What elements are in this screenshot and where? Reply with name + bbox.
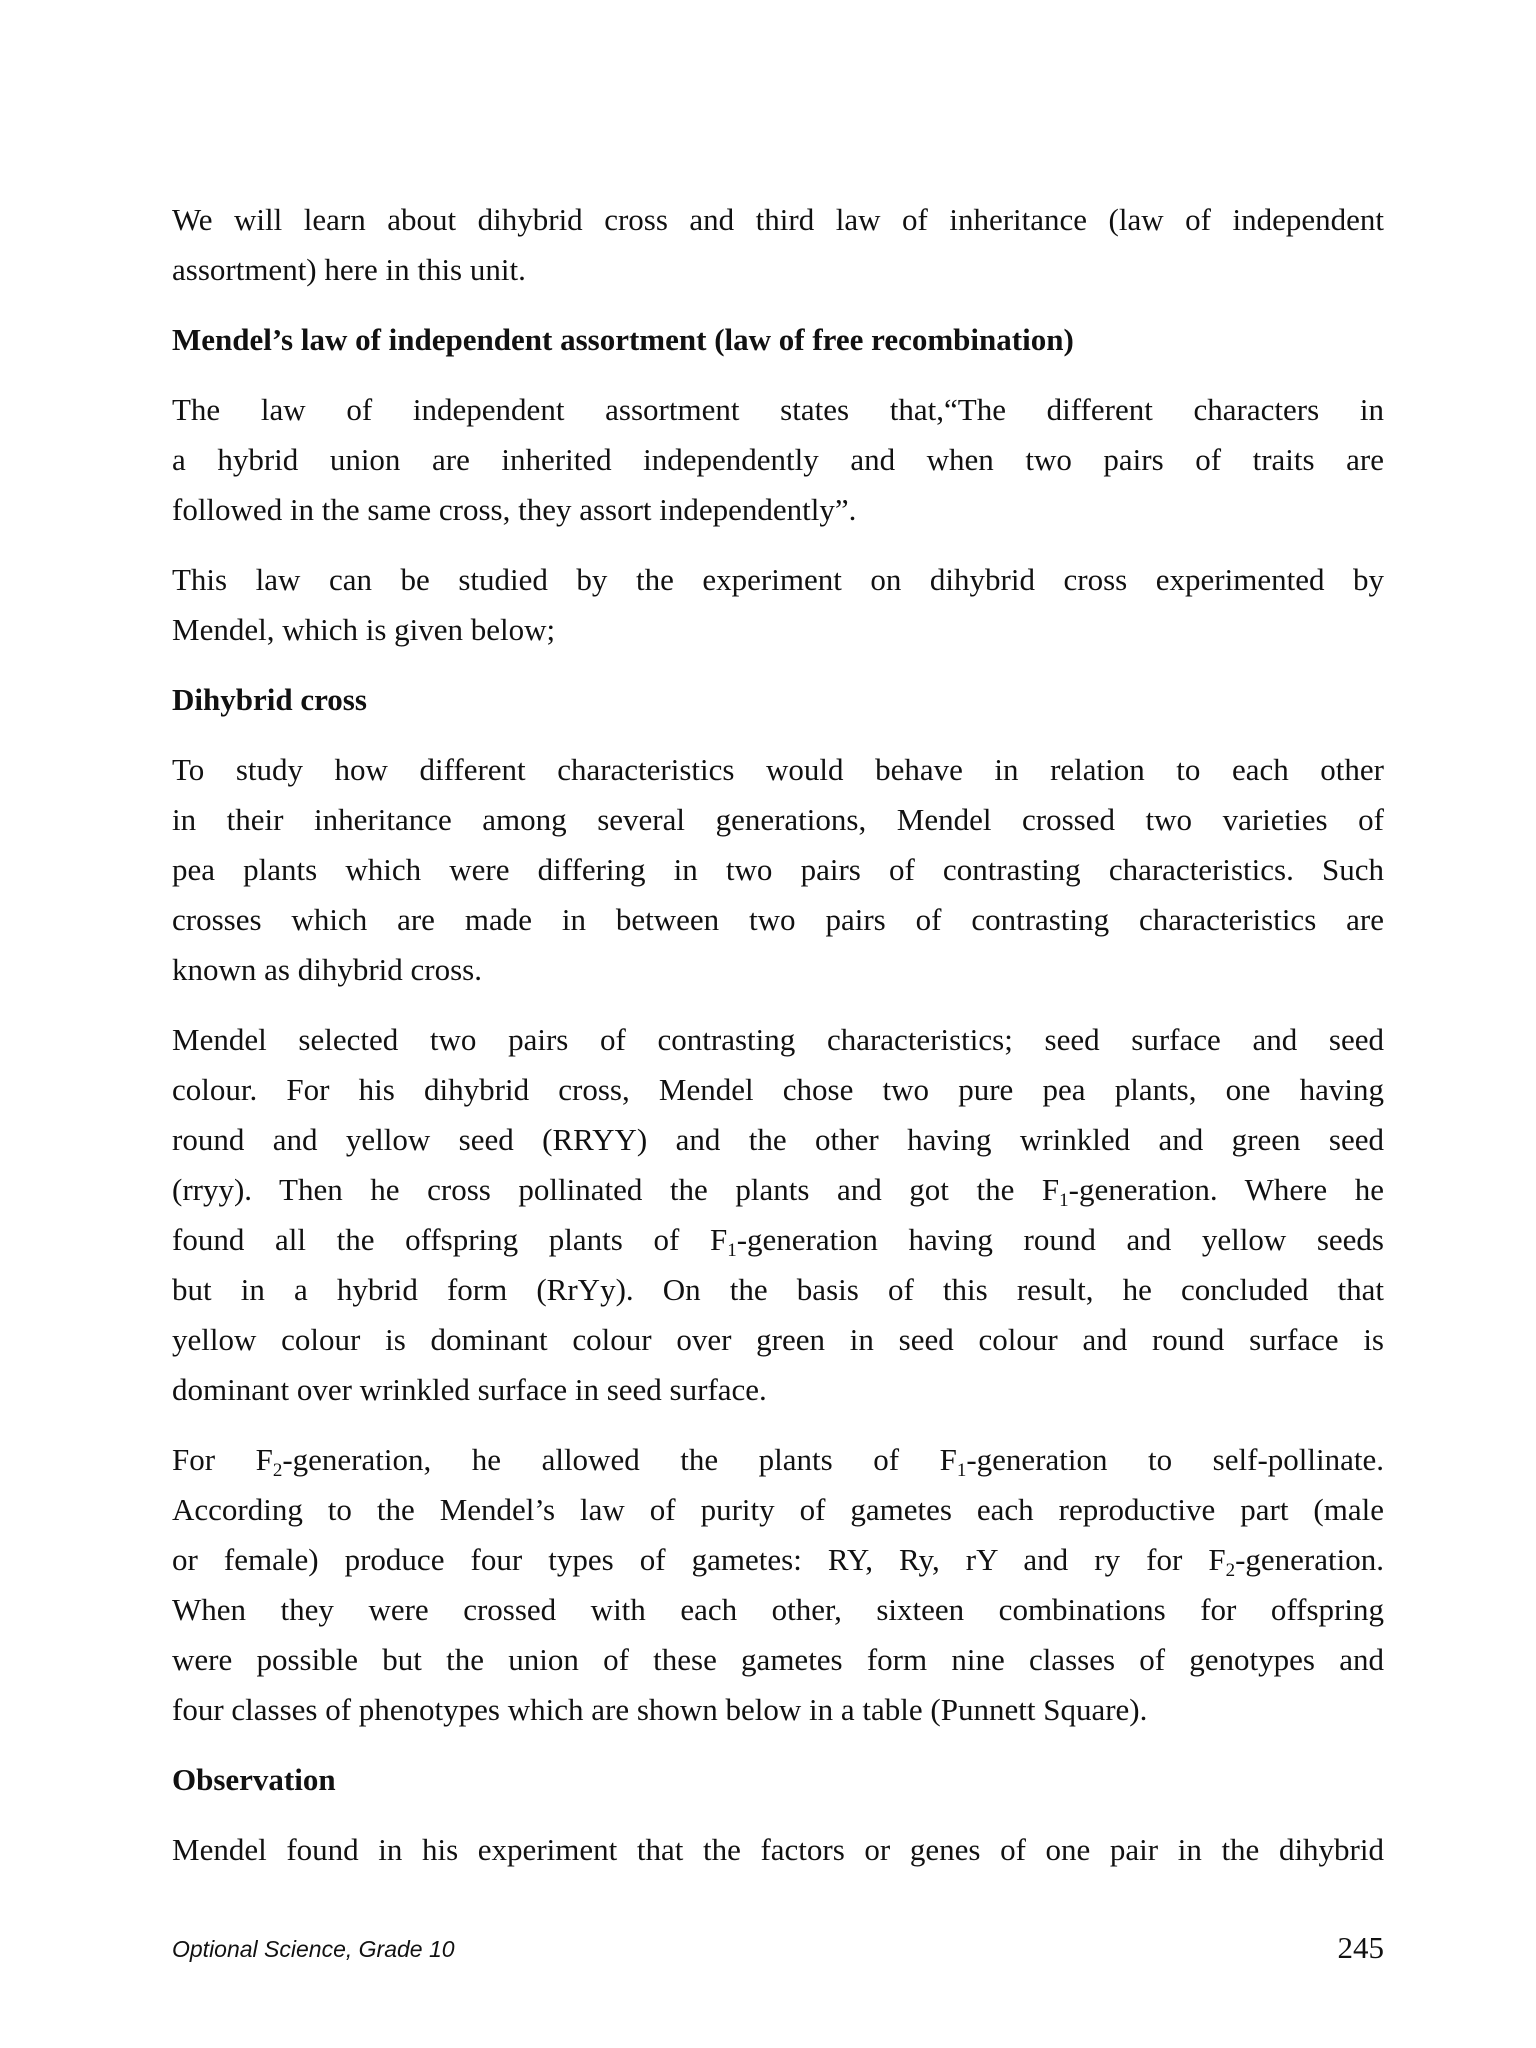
text-line bbox=[172, 315, 1384, 365]
text-line bbox=[172, 1485, 1384, 1535]
text-segment: This law can be studied by the experiment on dihybrid cross experimented by bbox=[172, 562, 1384, 597]
section-heading bbox=[172, 315, 1384, 365]
text-line bbox=[172, 1265, 1384, 1315]
text-segment: or female) produce four types of gametes: RY, Ry, rY and ry for F bbox=[172, 1542, 1226, 1577]
text-segment: For F bbox=[172, 1442, 273, 1477]
text-segment: Dihybrid cross bbox=[172, 682, 367, 717]
text-segment: (rryy). Then he cross pollinated the plants and got the F bbox=[172, 1172, 1060, 1207]
text-segment: in their inheritance among several generations, Mendel crossed two varieties of bbox=[172, 802, 1384, 837]
text-segment: -generation, he allowed the plants of F bbox=[282, 1442, 957, 1477]
text-segment: -generation having round and yellow seeds bbox=[736, 1222, 1385, 1257]
text-segment: known as dihybrid cross. bbox=[172, 952, 482, 987]
text-segment: Mendel, which is given below; bbox=[172, 612, 556, 647]
subscript: 1 bbox=[956, 1460, 967, 1481]
text-line bbox=[172, 1365, 1384, 1415]
footer-book-title: Optional Science, Grade 10 bbox=[172, 1936, 455, 1962]
text-segment: We will learn about dihybrid cross and third law of inheritance (law of independent bbox=[172, 202, 1384, 237]
subscript: 2 bbox=[1225, 1560, 1236, 1581]
text-line bbox=[172, 845, 1384, 895]
text-segment: yellow colour is dominant colour over green in seed colour and round surface is bbox=[172, 1322, 1384, 1357]
paragraph bbox=[172, 555, 1384, 655]
subscript: 2 bbox=[272, 1460, 283, 1481]
text-segment: Observation bbox=[172, 1762, 336, 1797]
text-line bbox=[172, 435, 1384, 485]
page-number: 245 bbox=[1337, 1930, 1384, 1965]
text-line bbox=[172, 895, 1384, 945]
paragraph bbox=[172, 1825, 1384, 1875]
text-segment: Mendel’s law of independent assortment (law of free recombination) bbox=[172, 322, 1074, 357]
text-segment: a hybrid union are inherited independently and when two pairs of traits are bbox=[172, 442, 1384, 477]
subscript: 1 bbox=[1059, 1190, 1069, 1211]
text-segment: assortment) here in this unit. bbox=[172, 252, 526, 287]
section-heading bbox=[172, 675, 1384, 725]
text-segment: -generation. bbox=[1235, 1542, 1384, 1577]
text-segment: -generation to self-pollinate. bbox=[966, 1442, 1384, 1477]
text-segment: four classes of phenotypes which are shown below in a table (Punnett Square). bbox=[172, 1692, 1148, 1727]
text-line bbox=[172, 1015, 1384, 1065]
text-line bbox=[172, 1435, 1384, 1485]
text-segment: dominant over wrinkled surface in seed surface. bbox=[172, 1372, 767, 1407]
text-segment: pea plants which were differing in two pairs of contrasting characteristics. Such bbox=[172, 852, 1384, 887]
text-segment: Mendel found in his experiment that the factors or genes of one pair in the dihybrid bbox=[172, 1832, 1384, 1867]
text-line bbox=[172, 1825, 1384, 1875]
text-line bbox=[172, 1065, 1384, 1115]
paragraph bbox=[172, 745, 1384, 995]
text-segment: Mendel selected two pairs of contrasting characteristics; seed surface and seed bbox=[172, 1022, 1384, 1057]
text-line bbox=[172, 745, 1384, 795]
text-line bbox=[172, 1165, 1384, 1215]
text-line bbox=[172, 195, 1384, 245]
subscript: 1 bbox=[727, 1240, 737, 1261]
text-line bbox=[172, 1635, 1384, 1685]
text-segment: but in a hybrid form (RrYy). On the basis of this result, he concluded that bbox=[172, 1272, 1384, 1307]
text-line bbox=[172, 245, 1384, 295]
text-line bbox=[172, 945, 1384, 995]
text-line bbox=[172, 605, 1384, 655]
text-line bbox=[172, 1215, 1384, 1265]
text-line bbox=[172, 485, 1384, 535]
text-segment: found all the offspring plants of F bbox=[172, 1222, 728, 1257]
paragraph bbox=[172, 1015, 1384, 1415]
text-line bbox=[172, 675, 1384, 725]
text-line bbox=[172, 1685, 1384, 1735]
text-segment: When they were crossed with each other, sixteen combinations for offspring bbox=[172, 1592, 1384, 1627]
text-line bbox=[172, 555, 1384, 605]
text-line bbox=[172, 1315, 1384, 1365]
text-line bbox=[172, 385, 1384, 435]
paragraph bbox=[172, 385, 1384, 535]
text-line bbox=[172, 1535, 1384, 1585]
paragraph bbox=[172, 1435, 1384, 1735]
text-line bbox=[172, 1585, 1384, 1635]
text-line bbox=[172, 1115, 1384, 1165]
text-segment: crosses which are made in between two pairs of contrasting characteristics are bbox=[172, 902, 1384, 937]
text-line bbox=[172, 1755, 1384, 1805]
text-segment: According to the Mendel’s law of purity of gametes each reproductive part (male bbox=[172, 1492, 1384, 1527]
text-segment: -generation. Where he bbox=[1068, 1172, 1384, 1207]
paragraph bbox=[172, 195, 1384, 295]
text-segment: The law of independent assortment states that,“The different characters in bbox=[172, 392, 1384, 427]
section-heading bbox=[172, 1755, 1384, 1805]
text-segment: To study how different characteristics would behave in relation to each other bbox=[172, 752, 1384, 787]
text-segment: round and yellow seed (RRYY) and the other having wrinkled and green seed bbox=[172, 1122, 1384, 1157]
text-segment: followed in the same cross, they assort independently”. bbox=[172, 492, 857, 527]
text-line bbox=[172, 795, 1384, 845]
text-segment: were possible but the union of these gametes form nine classes of genotypes and bbox=[172, 1642, 1384, 1677]
page-body bbox=[172, 195, 1384, 1895]
text-segment: colour. For his dihybrid cross, Mendel chose two pure pea plants, one having bbox=[172, 1072, 1384, 1107]
